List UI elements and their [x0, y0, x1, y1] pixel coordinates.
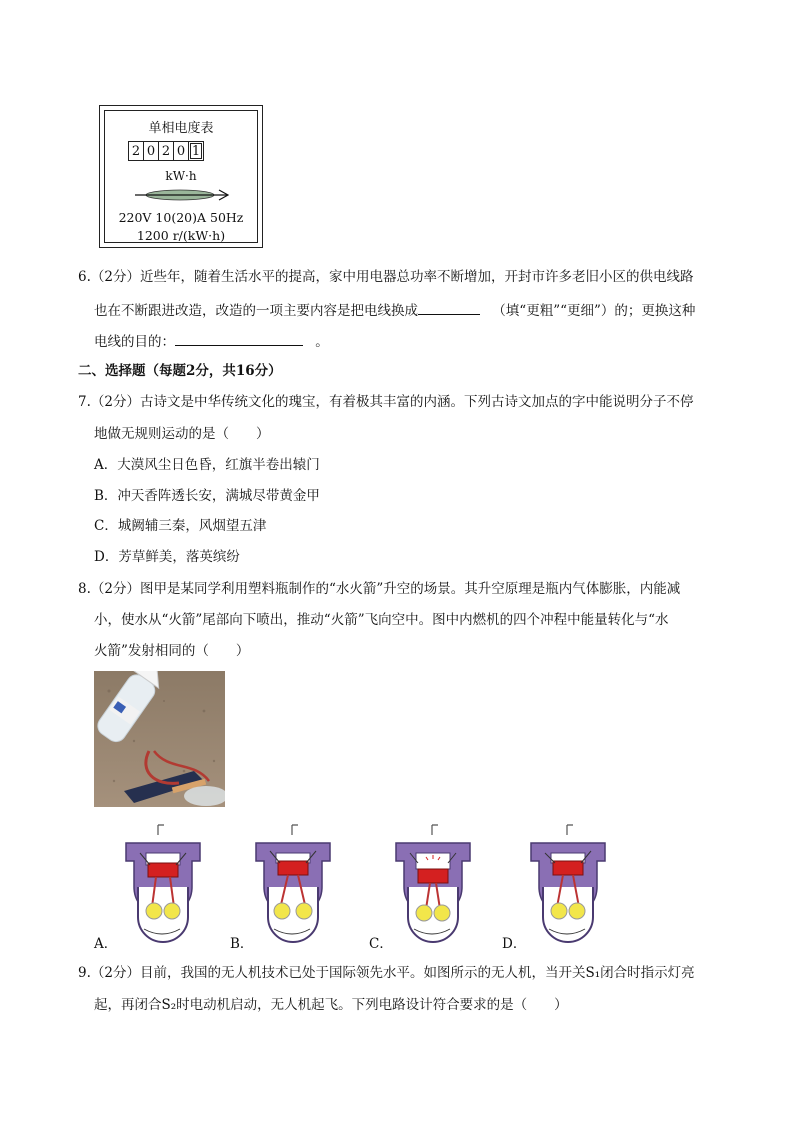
q6-line1: 6.（2分）近些年，随着生活水平的提高，家中用电器总功率不断增加，开封市许多老旧小区的供电线路	[78, 269, 694, 285]
q7-option-b[interactable]: B．冲天香阵透长安，满城尽带黄金甲	[94, 488, 320, 504]
q6-line3	[94, 331, 329, 351]
q9-line1: 9.（2分）目前，我国的无人机技术已处于国际领先水平。如图所示的无人机，当开关S₁闭合时指示灯亮	[78, 965, 695, 981]
q8-line1: 8.（2分）图甲是某同学利用塑料瓶制作的“水火箭”升空的场景。其升空原理是瓶内气体膨胀，内能减	[78, 581, 681, 597]
meter-digit: 0	[143, 141, 159, 161]
water-rocket-photo	[94, 671, 225, 807]
meter-title: 单相电度表	[148, 121, 214, 136]
q8-option-b-label[interactable]: B．	[230, 936, 254, 952]
q8-option-d-label[interactable]: D．	[502, 936, 527, 952]
q7-option-d[interactable]: D．芳草鲜美，落英缤纷	[94, 549, 240, 565]
q9-line2: 起，再闭合S₂时电动机启动，无人机起飞。下列电路设计符合要求的是（ ）	[94, 997, 568, 1013]
q8-option-c-label[interactable]: C．	[369, 936, 393, 952]
engine-stroke-d-diagram	[525, 823, 611, 945]
q7-option-c[interactable]: C．城阙辅三秦，风烟望五津	[94, 518, 267, 534]
meter-digit: 0	[173, 141, 189, 161]
q7-option-a[interactable]: A．大漠风尘日色昏，红旗半卷出辕门	[94, 457, 320, 473]
q6-answer-blank-1[interactable]	[418, 300, 480, 315]
q6-line3-text-a: 电线的目的：	[94, 334, 175, 350]
engine-stroke-a-diagram	[120, 823, 206, 945]
meter-disc-arrow-icon	[133, 186, 233, 204]
electricity-meter	[99, 105, 263, 248]
q6-line3-text-b: 。	[315, 334, 329, 350]
q7-line1: 7.（2分）古诗文是中华传统文化的瑰宝，有着极其丰富的内涵。下列古诗文加点的字中能说明分子不停	[78, 394, 694, 410]
q7-line2: 地做无规则运动的是（ ）	[94, 426, 270, 442]
meter-digit: 2	[158, 141, 174, 161]
meter-digit: 2	[128, 141, 144, 161]
q8-line3: 火箭”发射相同的（ ）	[94, 643, 250, 659]
meter-unit: kW·h	[165, 169, 197, 183]
meter-digits	[129, 141, 204, 161]
q8-line2: 小，使水从“火箭”尾部向下喷出，推动“火箭”飞向空中。图中内燃机的四个冲程中能量转化与“水	[94, 612, 669, 628]
engine-stroke-c-diagram	[390, 823, 476, 945]
meter-frame	[104, 110, 258, 243]
q8-option-a-label[interactable]: A．	[94, 936, 118, 952]
engine-stroke-b-diagram	[250, 823, 336, 945]
section-heading: 二、选择题（每题2分，共16分）	[78, 363, 282, 379]
meter-digit-decimal: 1	[188, 141, 204, 161]
q6-answer-blank-2[interactable]	[175, 331, 303, 346]
q6-line2	[94, 300, 695, 320]
meter-spec-rating: 220V 10(20)A 50Hz	[118, 210, 244, 225]
q6-line2-text-a: 也在不断跟进改造，改造的一项主要内容是把电线换成	[94, 303, 418, 319]
meter-spec-constant: 1200 r/(kW·h)	[136, 228, 226, 243]
q6-line2-text-b: （填“更粗”“更细”）的；更换这种	[492, 303, 696, 319]
